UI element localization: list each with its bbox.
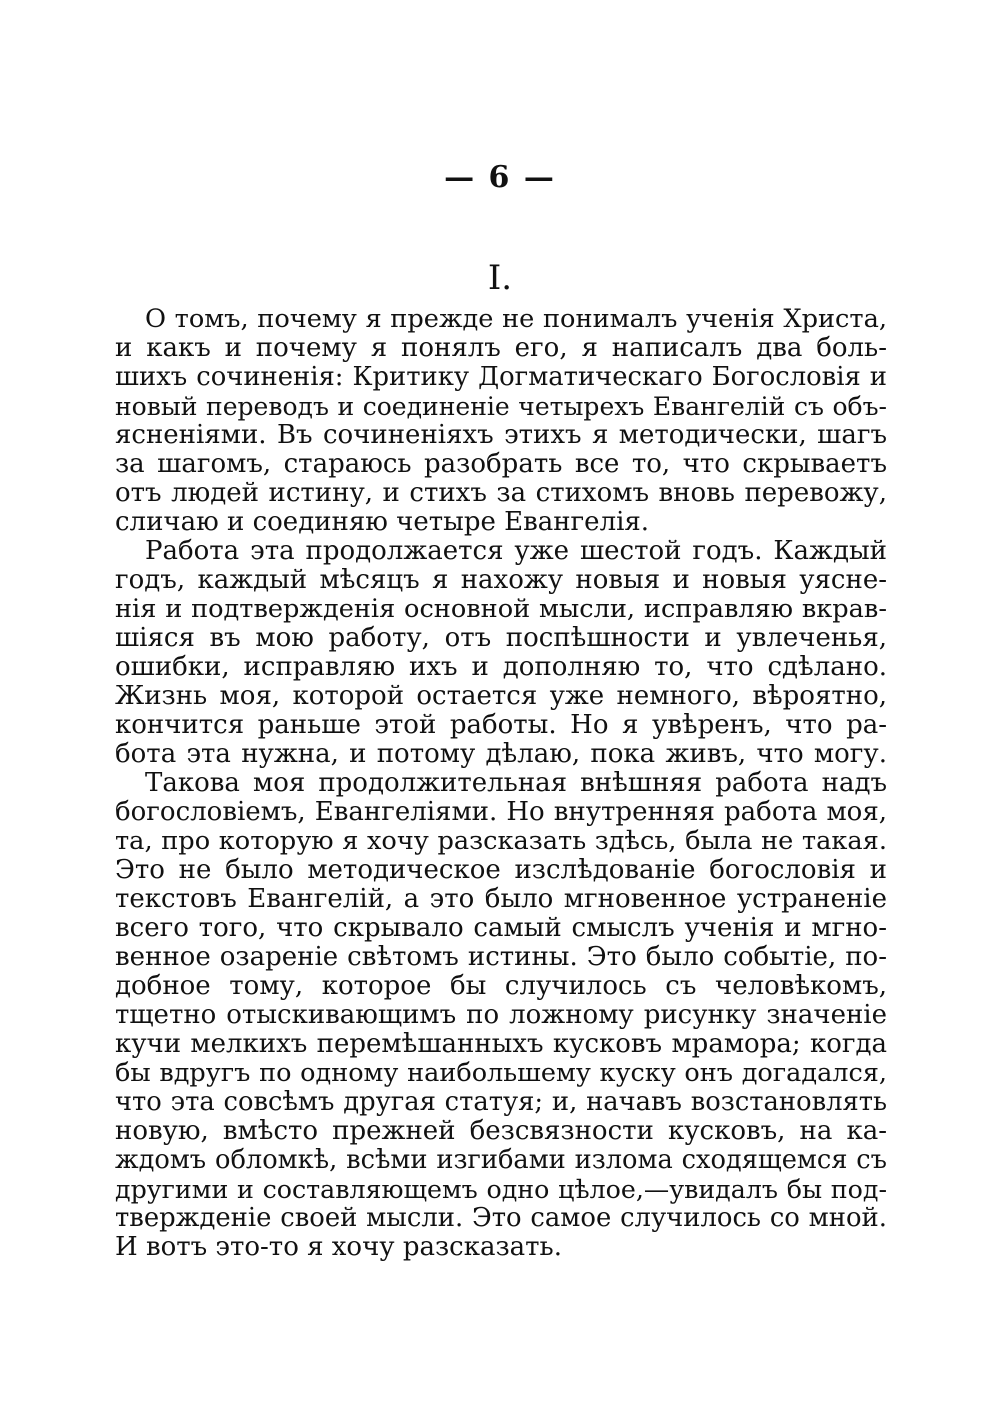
text-line: годъ, каждый мѣсяцъ я нахожу новыя и новыя уясне- <box>115 565 887 595</box>
text-line: ждомъ обломкѣ, всѣми изгибами излома сходящемся съ <box>115 1145 887 1175</box>
text-line: бота эта нужна, и потому дѣлаю, пока живъ, что могу. <box>115 739 887 769</box>
text-line: за шагомъ, стараюсь разобрать все то, что скрываетъ <box>115 449 887 479</box>
page-number: — 6 — <box>444 160 556 195</box>
text-line: О томъ, почему я прежде не понималъ ученія Христа, <box>145 304 887 334</box>
text-line: сличаю и соединяю четыре Евангелія. <box>115 507 650 537</box>
paragraph <box>115 769 887 1262</box>
text-line: шіяся въ мою работу, отъ поспѣшности и увлеченья, <box>115 623 887 653</box>
text-line: текстовъ Евангелій, а это было мгновенное устраненіе <box>115 884 887 914</box>
text-line: что эта совсѣмъ другая статуя; и, начавъ возстановлять <box>115 1087 887 1117</box>
text-line: Работа эта продолжается уже шестой годъ. Каждый <box>145 536 887 566</box>
text-line: другими и составляющемъ одно цѣлое,—увидалъ бы под- <box>115 1175 887 1204</box>
text-line: нія и подтвержденія основной мысли, исправляю вкрав- <box>115 594 887 624</box>
text-line: И вотъ это-то я хочу разсказать. <box>115 1232 562 1262</box>
text-line: шихъ сочиненія: Критику Догматическаго Богословія и <box>115 362 887 392</box>
text-line: твержденіе своей мысли. Это самое случилось со мной. <box>115 1203 887 1233</box>
text-line: Жизнь моя, которой остается уже немного, вѣроятно, <box>115 681 887 711</box>
section-heading: I. <box>487 258 513 298</box>
text-line: кончится раньше этой работы. Но я увѣренъ, что ра- <box>115 710 887 740</box>
text-line: Такова моя продолжительная внѣшняя работа надъ <box>145 768 887 798</box>
text-line: ясненіями. Въ сочиненіяхъ этихъ я методически, шагъ <box>115 420 887 450</box>
text-line: кучи мелкихъ перемѣшанныхъ кусковъ мрамора; когда <box>115 1029 887 1059</box>
text-line: новый переводъ и соединеніе четырехъ Евангелій съ объ- <box>115 392 887 421</box>
text-line: та, про которую я хочу разсказать здѣсь, была не такая. <box>115 826 887 856</box>
text-line: добное тому, которое бы случилось съ человѣкомъ, <box>115 971 887 1001</box>
text-line: богословіемъ, Евангеліями. Но внутренняя работа моя, <box>115 797 887 827</box>
text-line: Это не было методическое изслѣдованіе богословія и <box>115 855 887 885</box>
paragraph <box>115 537 887 769</box>
text-line: бы вдругъ по одному наибольшему куску онъ догадался, <box>115 1058 887 1088</box>
text-line: всего того, что скрывало самый смыслъ ученія и мгно- <box>115 913 887 943</box>
text-line: ошибки, исправляю ихъ и дополняю то, что сдѣлано. <box>115 652 887 682</box>
body-text <box>115 305 887 1262</box>
text-line: тщетно отыскивающимъ по ложному рисунку значеніе <box>115 1000 887 1030</box>
paragraph <box>115 305 887 537</box>
text-line: и какъ и почему я понялъ его, я написалъ два боль- <box>115 333 887 363</box>
text-line: новую, вмѣсто прежней безсвязности кусковъ, на ка- <box>115 1116 887 1146</box>
text-line: отъ людей истину, и стихъ за стихомъ вновь перевожу, <box>115 478 887 508</box>
text-line: венное озареніе свѣтомъ истины. Это было событіе, по- <box>115 942 887 972</box>
